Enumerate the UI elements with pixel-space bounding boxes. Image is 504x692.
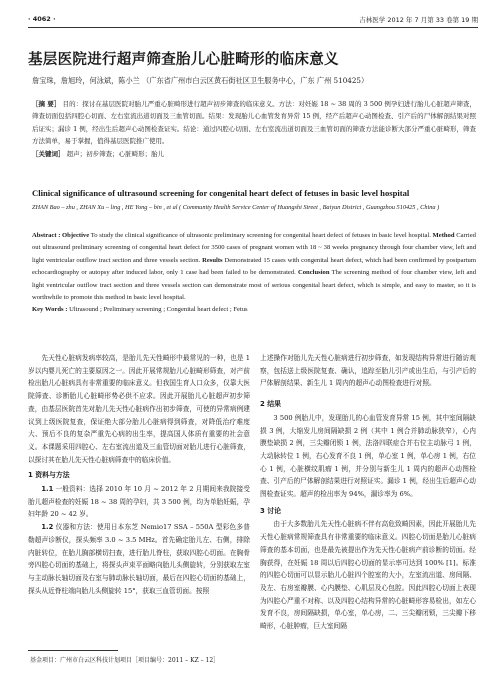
section-2-text: 3 500 例胎儿中，发现胎儿的心血管发育异常 15 例，其中室间隔缺损 3 例，大缩发儿房间隔缺损 2 例（其中 1 例合并肺动脉狭窄），心内膜垫缺损 2 例，三尖瓣闭锁 1 例，法洛四联症合并右位主动脉弓 1 例，大动脉转位 1 例，右心发育不良 1 例，单心室 1 例，单心房 1 例，右位心 1 例，心脏横纹肌瘤 1 例，并分别与新生儿 1 周内的超声心动图检查、引产后的尸体解剖结果进行对照证实。漏诊 1 例，经出生后超声心动图检查证实。超声的检出率为 94%，漏诊率为 6%。: [260, 413, 476, 499]
section-1-heading: 1 资料与方法: [28, 471, 70, 480]
section-1-2-label: 1.2: [41, 523, 54, 532]
conclusion-text: The screening method of four chamber view, left and light ventricular outflow tract section and three vessels section can demonstrate most of serious congenital heart defect, which is simple, and easy to master, so it is worthwhile to promote this method in basic level hospital.: [32, 269, 477, 302]
method-label: Method: [432, 232, 455, 239]
article-title: 基层医院进行超声筛查胎儿心脏畸形的临床意义: [28, 52, 339, 68]
section-1-1: [28, 483, 250, 521]
abstract-body: 目的：探讨在基层医院对胎儿严重心脏畸形进行超声初步筛查的临床意义。方法：对妊娠 18 ~ 38 周的 3 500 例孕妇进行胎儿心脏超声筛查，筛查切面包括四腔心切面、左右室流出道切面及三血管切面。结果：发现胎儿心血管发育异常 15 例，经产后超声心动图检查、引产后的尸体解剖结果对照后证实；漏诊 1 例，经出生后超声心动图检查证实。结论：通过四腔心切面、左右室流出道切面及三血管切面的筛查方法能诊断大部分严重心脏畸形，筛查方法简单，易于掌握，值得基层医院推广使用。: [32, 100, 476, 146]
funding-footnote: 基金项目：广州市白云区科技计划项目［项目编号：2011 – KZ – 12］: [30, 657, 220, 664]
english-authors: ZHAN Bao – zhu , ZHAN Xu – ling , HE Yong – bin , et al ( Community Health Service Center of Huangshi Street , Baiyun District , Guangzhou 510425 , China ): [32, 204, 440, 211]
chinese-abstract: [32, 98, 476, 160]
results-label: Results: [202, 256, 223, 264]
keywords-label: ［关键词］: [32, 149, 65, 158]
objective-label: Abstract : Objective: [32, 232, 90, 239]
section-1-2: [28, 521, 250, 597]
results-text: Demonstrated 15 cases with congenital heart defect, which had been confirmed by postpartum echocardiography or autopsy after induced labor, only 1 case had been failed to be demonstrated.: [32, 256, 476, 277]
right-column: [260, 352, 476, 633]
intro-paragraph: 先天性心脏病发病率较高，是胎儿先天性畸形中最常见的一种，也是 1 岁以内婴儿死亡的主要原因之一。因此开展常规胎儿心脏畸形筛查，对产前检出胎儿心脏病具有非常重要的临床意义。但我国生育人口众多，仅靠大医院筛查、诊断胎儿心脏畸形势必供不应求。因此开展胎儿心脏超声初步筛查，由基层医院首先对胎儿先天性心脏病作出初步筛查，可使的异常病例建议到上级医院复查，保证绝大部分胎儿心脏病得到筛查，对降低治疗难度大、预后不良的复杂严重先心病的出生率，提高国人体质有重要的社会意义。本课题采用四腔心、左右室流出道及三血管切面对胎儿进行心脏筛查，以探讨其在胎儿先天性心脏病筛查中的临床价值。: [28, 354, 250, 464]
author-line: 詹宝珠，詹旭玲，何泳斌，陈小兰 （广东省广州市白云区黄石街社区卫生服务中心，广东 广州 510425）: [32, 76, 369, 85]
page-number: · 4062 ·: [28, 15, 56, 23]
left-column: [28, 352, 250, 597]
english-abstract: [32, 230, 476, 317]
english-title: Clinical significance of ultrasound screening for congenital heart defect of fetuses in basic level hospital: [32, 188, 410, 198]
en-keywords-text: Ultrasound ; Preliminary screening ; Congenital heart defect ; Fetus: [69, 306, 248, 314]
footnote-rule: [28, 650, 118, 651]
method-text: Carried out ultrasound preliminary screening of congenital heart defect for 3500 cases of pregnant women with 18 ~ 38 weeks pregnancy through four chamber view, left and light ventricular outflow tract section and three vessels section.: [32, 232, 476, 264]
running-header: [28, 12, 478, 26]
section-3-heading: 3 讨论: [260, 506, 281, 515]
en-keywords-label: Key Words :: [32, 306, 68, 314]
section-2-heading: 2 结果: [260, 400, 281, 409]
section-1-2-text: 仪器和方法：使用日本东芝 Nemio17 SSA – 550A 型彩色多普勒超声诊断仪，探头频率 3.0 ~ 3.5 MHz。首先确定胎儿左、右侧，排除内脏转位，在胎儿胸部横切扫查，进行胎儿脊柱，获取四腔心切面。在胸骨旁四腔心切面的基础上，将探头声束平面略向胎儿头侧旋转，分别获取左室与主动脉长轴切面及右室与肺动脉长轴切面，最后在四腔心切面的基础上，探头从近脊柱端向胎儿头侧旋转 15°，获取三血管切面。按照: [28, 523, 250, 595]
header-rule: [28, 27, 478, 28]
abstract-label: ［摘 要］: [32, 100, 61, 108]
section-1-1-text: 一般资料：选择 2010 年 10 月 ~ 2012 年 2 月期间来我院接受胎儿超声检查的妊娠 18 ~ 38 周的孕妇，共 3 500 例，均为单胎妊娠，孕妇年龄 20 ~ 42 岁。: [28, 485, 250, 519]
keywords-text: 超声；初步筛查；心脏畸形；胎儿: [66, 149, 165, 158]
journal-citation: 吉林医学 2012 年 7 月第 33 卷第 19 期: [359, 16, 478, 24]
continued-paragraph: 上述操作对胎儿先天性心脏病进行初步筛查，如发现结构异常进行随访观察，包括送上级医院复查、确认，追踪至胎儿引产或出生后，与引产后的尸体解剖结果、新生儿 1 周内的超声心动图检查进行对照。: [260, 354, 476, 388]
conclusion-label: Conclusion: [297, 269, 330, 277]
objective-text: To study the clinical significance of ultrasonic preliminary screening for congenital heart defect of fetuses in basic level hospital.: [90, 232, 431, 239]
section-1-1-label: 1.1: [41, 485, 54, 494]
section-3-text: 由于大多数胎儿先天性心脏病不伴有高危致畸因素，因此开展胎儿先天性心脏病常规筛查具有非常重要的临床意义。四腔心切面是胎儿心脏病筛查的基本切面，也是最先被提出作为先天性心脏病产前诊断的切面。经胸获得，在妊娠 18 周以后四腔心切面的显示率可达到 100% [1]。标准的四腔心切面可以显示胎儿心脏四个腔室的大小，左室流出道、房间隔、及左、右房室瓣膜、心内膜垫、心肌层及心包腔。因此四腔心切面上表现为四腔心严重不对称、以及四腔心结构异常的心脏畸形容易检出，如左心发育不良，房间隔缺损，单心室，单心房，二、三尖瓣闭锁，三尖瓣下移畸形，心脏肿瘤，巨大室间隔: [260, 520, 476, 631]
